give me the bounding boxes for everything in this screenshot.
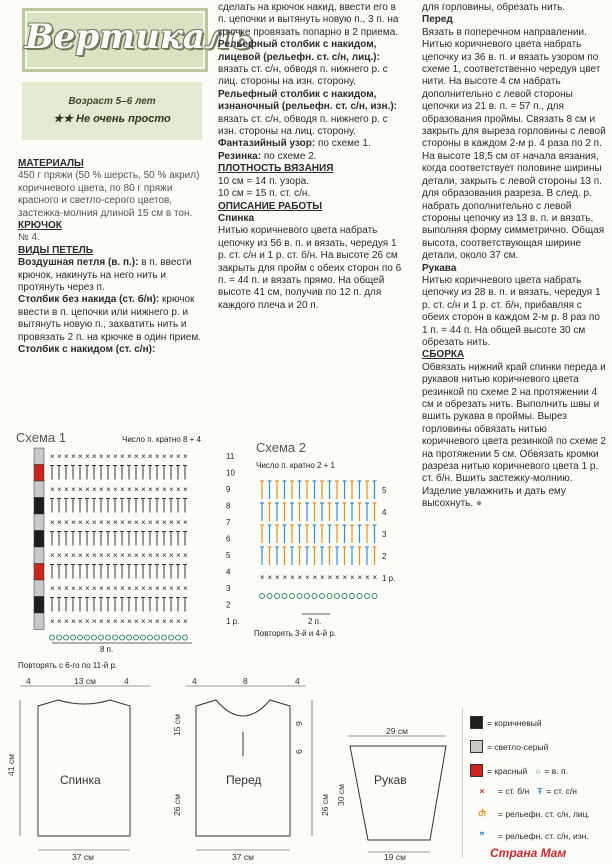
row-label: 1 р. [226, 617, 240, 626]
scheme-2-footer: Повторять 3-й и 4-й р. [254, 629, 337, 638]
sc-mark: × [71, 518, 76, 527]
sc-mark: × [134, 452, 139, 461]
sc-mark: × [350, 573, 355, 582]
hook-heading: КРЮЧОК [18, 220, 62, 232]
sc-mark: × [305, 573, 310, 582]
assembly-heading: СБОРКА [422, 349, 465, 361]
sc-mark: × [148, 518, 153, 527]
sc-mark: × [78, 452, 83, 461]
legend-brown: = коричневый [470, 716, 542, 729]
scheme-1-diagram [14, 428, 254, 672]
sc-mark: × [64, 518, 69, 527]
sc-mark: × [372, 573, 378, 582]
chain-mark [176, 635, 181, 640]
sc-mark: × [99, 485, 104, 494]
svg-text:4: 4 [295, 676, 300, 686]
row-label: 4 [226, 567, 231, 577]
sc-mark: × [176, 452, 181, 461]
row-label: 10 [226, 468, 235, 478]
sc-mark: × [120, 452, 125, 461]
sc-mark: × [335, 573, 340, 582]
sc-mark: × [85, 551, 90, 560]
sc-mark: × [176, 518, 181, 527]
chain-mark [134, 635, 139, 640]
chain-icon: ○ [535, 765, 541, 776]
scheme-1-row-labels [226, 452, 239, 626]
sc-mark: × [50, 518, 55, 527]
svg-text:30 см: 30 см [336, 784, 346, 806]
chain-mark [312, 594, 317, 599]
sc-mark: × [176, 617, 181, 626]
sc-mark: × [50, 452, 55, 461]
legend-sc: × = ст. б/н Ŧ = ст. с/н [470, 786, 577, 796]
chain-mark [282, 594, 287, 599]
sc-mark: × [106, 551, 111, 560]
row-label: 6 [226, 534, 231, 544]
sc-mark: × [141, 452, 146, 461]
sc-mark: × [183, 617, 188, 626]
page-title: Вертикаль [25, 17, 253, 57]
chain-mark [335, 594, 340, 599]
sc-mark: × [99, 584, 104, 593]
description-heading: ОПИСАНИЕ РАБОТЫ [218, 200, 323, 212]
chain-mark [85, 635, 90, 640]
stitch-sc: Столбик без накида (ст. б/н): крючок ввести в п. цепочки или нижнего р. и вытянуть новую п., захватить нить и провязать 2 п. на крючке в один прием. [18, 294, 202, 343]
sc-mark: × [183, 518, 188, 527]
chain-mark [71, 635, 76, 640]
row-label: 2 [226, 600, 231, 610]
chain-mark [78, 635, 83, 640]
sc-mark: × [57, 584, 62, 593]
row-label: 4 [382, 508, 387, 517]
sc-mark: × [183, 485, 188, 494]
sc-mark: × [169, 584, 174, 593]
chain-mark [350, 594, 355, 599]
sc-mark: × [169, 518, 174, 527]
star-icon: ★★ [53, 113, 73, 125]
scheme-1-note: Число п. кратно 8 + 4 [122, 435, 201, 444]
sc-mark: × [183, 584, 188, 593]
fpdc-icon: Ⴛ [478, 808, 486, 818]
sc-mark: × [92, 551, 97, 560]
scheme-1-grid [34, 448, 188, 640]
color-bar-cell [34, 481, 44, 498]
sc-mark: × [106, 452, 111, 461]
svg-text:8: 8 [243, 676, 248, 686]
sc-mark: × [78, 584, 83, 593]
column-1 [18, 158, 204, 357]
chain-mark [64, 635, 69, 640]
chain-mark [357, 594, 362, 599]
materials-heading: МАТЕРИАЛЫ [18, 158, 84, 169]
sc-mark: × [141, 617, 146, 626]
sc-mark: × [71, 551, 76, 560]
row-label: 5 [226, 551, 231, 560]
gauge-2: 10 см = 15 п. ст. с/н. [218, 188, 311, 200]
color-bar-cell [34, 564, 44, 581]
sc-mark: × [169, 617, 174, 626]
svg-text:26 см: 26 см [320, 794, 330, 816]
chain-mark [113, 635, 118, 640]
color-bar-cell [34, 547, 44, 564]
sleeve-heading: Рукава [422, 262, 457, 274]
legend-red: = красный ○ = в. п. [470, 764, 568, 777]
sc-mark: × [99, 617, 104, 626]
sc-mark: × [162, 485, 167, 494]
sc-mark: × [120, 485, 125, 494]
difficulty-label: ★★ Не очень просто [53, 113, 171, 125]
sc-mark: × [120, 551, 125, 560]
sc-mark: × [148, 551, 153, 560]
sc-mark: × [92, 584, 97, 593]
front-label: Перед [226, 773, 262, 787]
sc-mark: × [78, 551, 83, 560]
row-label: 8 [226, 501, 231, 511]
back-piece [6, 676, 150, 862]
sc-mark: × [113, 452, 118, 461]
sc-mark: × [50, 584, 55, 593]
back-heading: Спинка [218, 212, 255, 224]
svg-text:13 см: 13 см [74, 676, 96, 686]
sc-mark: × [155, 584, 160, 593]
legend-bpdc: ꟸ = рельефн. ст. с/н, изн. [470, 830, 589, 841]
back-text: Нитью коричневого цвета набрать цепочку из 56 в. п. и вязать, чередуя 1 р. ст. с/н и 1 р. ст. б/н. На высоте 26 см закрыть для пройм с обеих сторон по 6 п. = 44 п. и вязать прямо. На общей высоте 41 см, получив по 12 п. для каждого плеча и 20 п. [218, 225, 402, 311]
gauge-heading: ПЛОТНОСТЬ ВЯЗАНИЯ [218, 163, 334, 175]
sc-mark: × [64, 584, 69, 593]
bpdc-icon: ꟸ [479, 830, 485, 840]
sc-mark: × [106, 485, 111, 494]
scheme-2-title: Схема 2 [256, 440, 306, 455]
sc-mark: × [85, 518, 90, 527]
sc-mark: × [275, 573, 280, 582]
sc-mark: × [169, 551, 174, 560]
sc-mark: × [148, 452, 153, 461]
sc-mark: × [64, 617, 69, 626]
chain-mark [305, 594, 310, 599]
chain-mark [183, 635, 188, 640]
sc-mark: × [71, 452, 76, 461]
chain-mark [99, 635, 104, 640]
row-label: 9 [226, 485, 231, 494]
sc-mark: × [127, 518, 132, 527]
dc-icon: Ŧ [537, 786, 543, 796]
row-label: 5 [382, 486, 387, 495]
sc-mark: × [50, 617, 55, 626]
sc-mark: × [365, 573, 370, 582]
sc-mark: × [106, 617, 111, 626]
fancy-pattern: Фантазийный узор: по схеме 1. [218, 138, 371, 150]
sc-mark: × [176, 584, 181, 593]
svg-text:29 см: 29 см [386, 726, 408, 736]
sc-mark: × [64, 551, 69, 560]
svg-text:6: 6 [294, 749, 304, 754]
color-bar-cell [34, 498, 44, 515]
neck-text: для горловины, обрезать нить. [422, 2, 566, 13]
chain-mark [372, 594, 377, 599]
sc-mark: × [162, 617, 167, 626]
sc-mark: × [169, 452, 174, 461]
chain-mark [342, 594, 347, 599]
sc-mark: × [106, 518, 111, 527]
title-badge [22, 8, 253, 72]
sc-mark: × [127, 617, 132, 626]
sc-mark: × [134, 485, 139, 494]
chain-mark [327, 594, 332, 599]
sc-mark: × [113, 551, 118, 560]
sc-mark: × [57, 485, 62, 494]
rib-pattern: Резинка: по схеме 2. [218, 150, 317, 162]
sc-mark: × [78, 485, 83, 494]
svg-text:37 см: 37 см [232, 852, 254, 862]
scheme-1-repeat: 8 п. [100, 645, 114, 654]
svg-text:4: 4 [192, 676, 197, 686]
color-bar-cell [34, 580, 44, 597]
sc-mark: × [57, 551, 62, 560]
sc-mark: × [342, 573, 348, 582]
front-heading: Перед [422, 14, 453, 26]
sc-mark: × [113, 485, 118, 494]
sleeve-text: Нитью коричневого цвета набрать цепочку из 28 в. п. и вязать, чередуя 1 р. ст. с/н и 1 р. ст. б/н, прибавляя с обеих сторон в каждом 2-м р. 8 раз по 1 п. = 44 п. На общей высоте 30 см обрезать нить. [422, 274, 601, 348]
sc-mark: × [134, 518, 139, 527]
sc-mark: × [85, 617, 90, 626]
sc-mark: × [78, 617, 83, 626]
sc-mark: × [127, 551, 132, 560]
column-2 [218, 2, 402, 312]
sc-mark: × [162, 584, 167, 593]
chain-mark [162, 635, 167, 640]
sc-mark: × [57, 518, 62, 527]
stitch-dc: Столбик с накидом (ст. с/н): [18, 344, 156, 356]
sc-mark: × [57, 617, 62, 626]
sc-mark: × [99, 452, 104, 461]
chain-mark [141, 635, 146, 640]
sc-mark: × [120, 617, 125, 626]
sc-mark: × [85, 485, 90, 494]
sc-mark: × [127, 584, 132, 593]
sc-mark: × [282, 573, 288, 582]
sc-mark: × [155, 518, 160, 527]
sc-mark: × [57, 452, 62, 461]
stitches-heading: ВИДЫ ПЕТЕЛЬ [18, 244, 93, 256]
sc-mark: × [113, 617, 118, 626]
sc-mark: × [176, 551, 181, 560]
sc-mark: × [127, 485, 132, 494]
row-label: 2 [382, 552, 387, 561]
sc-mark: × [148, 617, 153, 626]
color-bar-cell [34, 613, 44, 630]
fpdc-description: Рельефный столбик с накидом, лицевой (рельефн. ст. с/н, лиц.): вязать ст. с/н, обводя п. нижнего р. с лиц. стороны на изн. сторону. [218, 39, 388, 88]
svg-text:41 см: 41 см [6, 754, 16, 776]
row-label: 3 [382, 530, 387, 539]
row-label: 3 [226, 584, 231, 593]
sc-mark: × [50, 551, 55, 560]
sc-mark: × [134, 584, 139, 593]
sc-mark: × [141, 551, 146, 560]
scheme-2-row-labels [382, 486, 395, 583]
chain-mark [92, 635, 97, 640]
row-label: 11 [226, 452, 235, 461]
sc-mark: × [155, 485, 160, 494]
sc-mark: × [267, 573, 273, 582]
sc-mark: × [148, 485, 153, 494]
stitch-chain: Воздушная петля (в. п.): в п. ввести крючок, накинуть на него нить и протянуть через п. [18, 257, 192, 294]
sc-mark: × [141, 584, 146, 593]
scheme-2-note: Число п. кратно 2 + 1 [256, 461, 335, 470]
chain-mark [267, 594, 272, 599]
sc-mark: × [176, 485, 181, 494]
sc-mark: × [92, 617, 97, 626]
sc-mark: × [141, 518, 146, 527]
sc-mark: × [99, 518, 104, 527]
sc-mark: × [71, 584, 76, 593]
svg-text:9: 9 [294, 721, 304, 726]
chain-mark [169, 635, 174, 640]
sc-mark: × [183, 551, 188, 560]
chain-mark [365, 594, 370, 599]
row-label: 1 р. [382, 574, 396, 583]
sc-mark: × [120, 584, 125, 593]
gauge-1: 10 см = 14 п. узора. [218, 175, 309, 187]
sleeve-label: Рукав [374, 773, 407, 787]
sc-mark: × [134, 551, 139, 560]
chain-mark [260, 594, 265, 599]
sc-mark: × [290, 573, 295, 582]
sc-mark: × [162, 551, 167, 560]
sc-mark: × [71, 617, 76, 626]
sc-mark: × [155, 551, 160, 560]
scheme-2-grid [260, 481, 378, 599]
sc-mark: × [64, 452, 69, 461]
sleeve-piece [320, 726, 446, 862]
svg-text:37 см: 37 см [72, 852, 94, 862]
scheme-2-repeat: 2 п. [308, 617, 322, 626]
svg-text:4: 4 [124, 676, 129, 686]
hook-text: № 4. [18, 232, 40, 244]
column-3 [422, 2, 606, 511]
legend-fpdc: Ⴛ = рельефн. ст. с/н, лиц. [470, 808, 590, 819]
chain-mark [50, 635, 55, 640]
sc-mark: × [71, 485, 76, 494]
sc-mark: × [64, 485, 69, 494]
sc-mark: × [312, 573, 318, 582]
pattern-pieces [0, 676, 470, 864]
sc-mark: × [92, 485, 97, 494]
scheme-2-diagram [252, 440, 402, 666]
sc-mark: × [183, 452, 188, 461]
materials-text: 450 г пряжи (50 % шерсть, 50 % акрил) коричневого цвета, по 80 г пряжи красного и светло-серого цветов, застежка-молния длиной 15 см в тон. [18, 170, 200, 219]
chain-mark [120, 635, 125, 640]
chain-mark [290, 594, 295, 599]
dc-description: сделать на крючок накид, ввести его в п. цепочки и вытянуть новую п., 3 п. на крючке провязать попарно в 2 приема. [218, 2, 399, 38]
sc-mark: × [357, 573, 363, 582]
color-bar-cell [34, 514, 44, 531]
front-piece [172, 676, 312, 862]
sc-mark: × [120, 518, 125, 527]
legend-grey: = светло-серый [470, 740, 548, 753]
sc-mark: × [50, 485, 55, 494]
sc-mark: × [113, 584, 118, 593]
sc-icon: × [479, 786, 485, 796]
color-bar-cell [34, 597, 44, 614]
sc-mark: × [260, 573, 265, 582]
color-bar-cell [34, 465, 44, 482]
chain-mark [275, 594, 280, 599]
sc-mark: × [162, 452, 167, 461]
color-bar-cell [34, 531, 44, 548]
sc-mark: × [155, 452, 160, 461]
svg-text:26 см: 26 см [172, 794, 182, 816]
chain-mark [148, 635, 153, 640]
sc-mark: × [106, 584, 111, 593]
sc-mark: × [92, 452, 97, 461]
back-label: Спинка [60, 773, 101, 787]
sc-mark: × [85, 584, 90, 593]
watermark: Страна Мам [490, 846, 567, 860]
assembly-text: Обвязать нижний край спинки переда и рукавов нитью коричневого цвета резинкой по схеме 2 на протяжении 4 см и обрезать нить. Выполнить швы и вшить рукава в проймы. Вырез горловины обвязать нитью коричневого цвета резинкой по схеме 2 на протяжении 5 см. Обвязать кромки разреза нитью коричневого цвета 1 р. ст. б/н. Вшить застежку-молнию. Изделие увлажнить и дать ему высохнуть. ● [422, 361, 606, 510]
chain-mark [155, 635, 160, 640]
sc-mark: × [113, 518, 118, 527]
scheme-1-footer: Повторять с 6-го по 11-й р. [18, 661, 118, 670]
sc-mark: × [327, 573, 333, 582]
bpdc-description: Рельефный столбик с накидом, изнаночный (рельефн. ст. с/н, изн.): вязать ст. с/н, обводя п. нижнего р. с изн. стороны на лиц. сторону. [218, 88, 398, 138]
age-block [22, 82, 202, 140]
sc-mark: × [141, 485, 146, 494]
front-text: Вязать в поперечном направлении. Нитью коричневого цвета набрать цепочку из 36 в. п. и вязать узором по схеме 1, соответственно чередуя цвет нити. На высоте 4 см набрать дополнительно с левой стороны цепочки из 21 в. п. = 57 п., для образования проймы. Связать 8 см и закрыть для выреза горловины с левой стороны в каждом 2-м р. 4 раза по 2 п. На высоте 18,5 см от начала вязания, когда соответствует половине ширины детали, закрыть с левой стороны 13 п. для образования разреза. В след. р. набрать дополнительно с левой стороны цепочку из 13 в. п. и вязать, выполняя форму симметрично. Общая высота, соответствующая ширине детали, около 37 см. [422, 26, 606, 262]
svg-text:19 см: 19 см [384, 852, 406, 862]
scheme-1-title: Схема 1 [16, 430, 66, 445]
sc-mark: × [99, 551, 104, 560]
sc-mark: × [320, 573, 325, 582]
color-bar-cell [34, 448, 44, 465]
sc-mark: × [127, 452, 132, 461]
chain-mark [106, 635, 111, 640]
sc-mark: × [85, 452, 90, 461]
svg-text:15 см: 15 см [172, 714, 182, 736]
chain-mark [320, 594, 325, 599]
chain-mark [297, 594, 302, 599]
row-label: 7 [226, 518, 231, 527]
sc-mark: × [78, 518, 83, 527]
sc-mark: × [169, 485, 174, 494]
chain-mark [57, 635, 62, 640]
sc-mark: × [92, 518, 97, 527]
sc-mark: × [134, 617, 139, 626]
svg-text:4: 4 [26, 676, 31, 686]
sc-mark: × [162, 518, 167, 527]
sc-mark: × [155, 617, 160, 626]
sc-mark: × [297, 573, 303, 582]
chain-mark [127, 635, 132, 640]
sc-mark: × [148, 584, 153, 593]
age-label: Возраст 5–6 лет [68, 96, 156, 107]
